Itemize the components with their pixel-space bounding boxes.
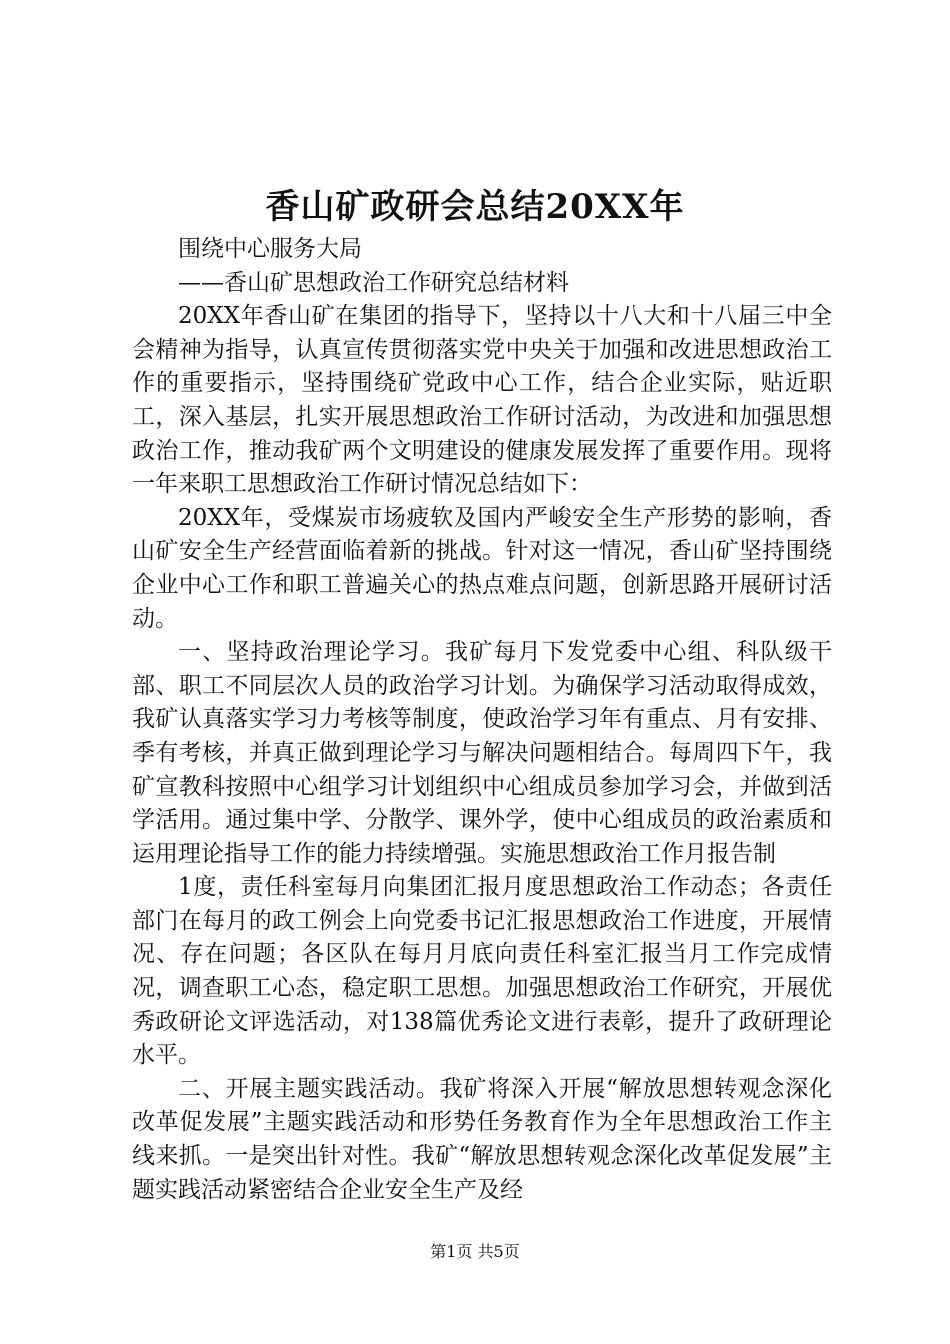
subtitle-line: ——香山矿思想政治工作研究总结材料 bbox=[178, 269, 569, 296]
body-paragraph: 一、坚持政治理论学习。我矿每月下发党委中心组、科队级干部、职工不同层次人员的政治学习计划。为确保学习活动取得成效，我矿认真落实学习力考核等制度，使政治学习年有重点、月有安排、季有考核，并真正做到理论学习与解决问题相结合。每周四下午，我矿宣教科按照中心组学习计划组织中心组成员参加学习会，并做到活学活用。通过集中学、分散学、课外学，使中心组成员的政治素质和运用理论指导工作的能力持续增强。实施思想政治工作月报告制 bbox=[132, 639, 832, 867]
body-paragraph: 二、开展主题实践活动。我矿将深入开展“解放思想转观念深化改革促发展”主题实践活动和形势任务教育作为全年思想政治工作主线来抓。一是突出针对性。我矿“解放思想转观念深化改革促发展”主题实践活动紧密结合企业安全生产及经 bbox=[132, 1075, 832, 1203]
body-paragraph: 20XX年，受煤炭市场疲软及国内严峻安全生产形势的影响，香山矿安全生产经营面临着新的挑战。针对这一情况，香山矿坚持围绕企业中心工作和职工普遍关心的热点难点问题，创新思路开展研讨活动。 bbox=[132, 504, 832, 632]
page-number-footer: 第1页 共5页 bbox=[430, 1242, 520, 1261]
body-paragraph: 1度，责任科室每月向集团汇报月度思想政治工作动态；各责任部门在每月的政工例会上向党委书记汇报思想政治工作进度，开展情况、存在问题；各区队在每月月底向责任科室汇报当月工作完成情况，调查职工心态，稳定职工思想。加强思想政治工作研究，开展优秀政研论文评选活动，对138篇优秀论文进行表彰，提升了政研理论水平。 bbox=[132, 874, 832, 1069]
subtitle-line: 围绕中心服务大局 bbox=[178, 236, 362, 262]
body-paragraph: 20XX年香山矿在集团的指导下，坚持以十八大和十八届三中全会精神为指导，认真宣传贯彻落实党中央关于加强和改进思想政治工作的重要指示，坚持围绕矿党政中心工作，结合企业实际，贴近职工，深入基层，扎实开展思想政治工作研讨活动，为改进和加强思想政治工作，推动我矿两个文明建设的健康发展发挥了重要作用。现将一年来职工思想政治工作研讨情况总结如下： bbox=[132, 303, 832, 498]
document-body bbox=[132, 233, 832, 1207]
document-title: 香山矿政研会总结20XX年 bbox=[265, 187, 685, 227]
